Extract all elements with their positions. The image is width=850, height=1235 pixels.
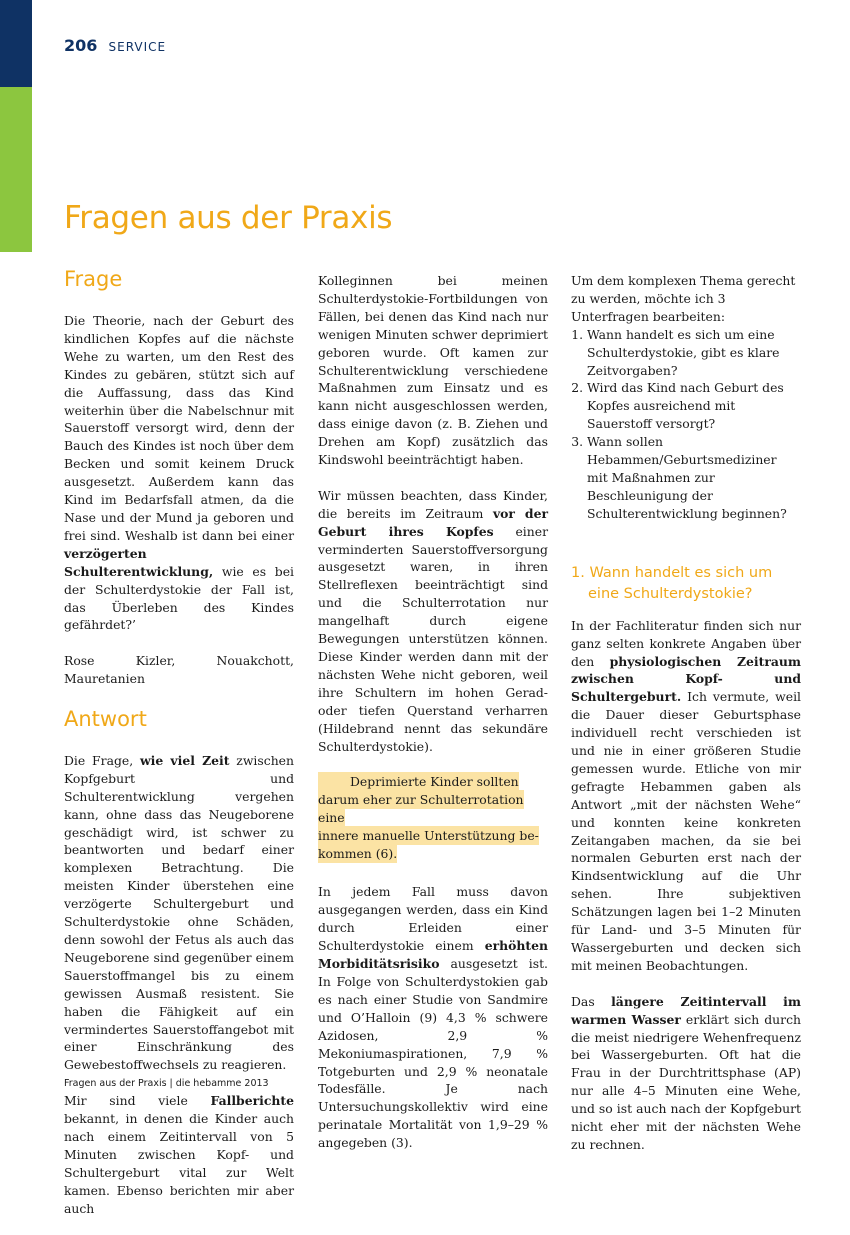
list-item: 2. Wird das Kind nach Geburt des Kopfes ausreichend mit Sauerstoff versorgt? (587, 379, 801, 433)
signature: Rose Kizler, Nouakchott, Mauretanien (64, 653, 294, 687)
pull-quote-line-3: innere manuelle Unterstützung be- (318, 828, 539, 844)
frage-text-c: wie es bei der Schulterdystokie der Fall ist, das Überleben des Kindes gefährdet?’ (64, 563, 294, 633)
antwort-p2-bold: Fallberichte (210, 1093, 294, 1109)
navy-accent-bar (0, 0, 32, 87)
page-number: 206 (64, 36, 98, 55)
col2-p3-bold: erhöhten Morbiditätsrisiko (318, 938, 548, 972)
antwort-p1-a: Die Frage, (64, 752, 140, 768)
frage-text-bold: verzögerten Schulterentwicklung, (64, 545, 214, 579)
list-item: 1. Wann handelt es sich um eine Schulterdystokie, gibt es klare Zeitvorgaben? (587, 326, 801, 380)
pull-quote-line-1: Deprimierte Kinder sollten (318, 772, 519, 791)
col2-p3-c: ausgesetzt ist. In Folge von Schulterdystokien gab es nach einer Studie von Sandmire und O’Halloin (9) 4,3 % schwere Azidosen, 2,9 % Mekoniumaspirationen, 7,9 % Totgeburten und 2,9 % neonatale Todesfälle. Je nach Untersuchungskollektiv wird eine perinatale Mortalität von 1,9–29 % angegeben (3). (318, 956, 548, 1151)
col3-p2-a: Das (571, 993, 612, 1009)
antwort-p2-c: bekannt, in denen die Kinder auch nach einem Zeitintervall von 5 Minuten zwischen Kopf- und Schultergeburt vital zur Welt kamen. Ebenso berichten mir aber auch (64, 1111, 294, 1216)
antwort-p1-bold: wie viel Zeit (139, 752, 230, 768)
col3-p1-a: In der Fachliteratur finden sich nur ganz selten konkrete Angaben über den (571, 617, 801, 669)
subsection-heading-line-1: 1. Wann handelt es sich um (571, 564, 773, 581)
pull-quote-line-2: darum eher zur Schulterrotation eine (318, 792, 524, 826)
page-header (64, 36, 166, 55)
column-3 (571, 272, 801, 1172)
antwort-heading: Antwort (64, 706, 147, 731)
page-title: Fragen aus der Praxis (64, 200, 393, 236)
col3-p1-c: Ich vermute, weil die Dauer dieser Geburtsphase individuell recht verschieden ist und nie in einer größeren Studie gemessen wurde. Etliche von mir gefragte Hebammen gaben als Antwort „mit der nächsten Wehe“ und konnten keine konkreten Zeitangaben machen, da sie bei normalen Geburten erst nach der Kindsentwicklung auf die Uhr sehen. Ihre subjektiven Schätzungen lagen bei 1–2 Minuten für Land- und 3–5 Minuten für Wassergeburten und decken sich mit meinen Beobachtungen. (571, 689, 801, 973)
antwort-p1-c: zwischen Kopfgeburt und Schulterentwicklung vergehen kann, ohne dass das Neugeborene geschädigt wird, ist schwer zu beantworten und bedarf einer komplexen Betrachtung. Die meisten Kinder überstehen eine verzögerte Schultergeburt und Schulterdystokie ohne Schäden, denn sowohl der Fetus als auch das Neugeborene sind gegenüber einem Sauerstoffmangel bis zu einem gewissen Ausmaß resistent. Sie haben die Fähigkeit auf ein vermindertes Sauerstoffangebot mit einer Einschränkung des Gewebestoffwechsels zu reagieren. (64, 752, 294, 1073)
col3-p2-c: erklärt sich durch die meist niedrigere Wehenfrequenz bei Wassergeburten. Oft hat die Frau in der Durchtrittsphase (AP) nur alle 4–5 Minuten eine Wehe, und so ist auch nach der Kopfgeburt nicht eher mit der nächsten Wehe zu rechnen. (571, 1011, 801, 1152)
col2-paragraph-3 (318, 883, 548, 1152)
frage-paragraph (64, 312, 294, 634)
col2-p3-a: In jedem Fall muss davon ausgegangen werden, dass ein Kind durch Erleiden einer Schulterdystokie einem (318, 884, 548, 954)
col3-paragraph-2 (571, 993, 801, 1154)
list-item: 3. Wann sollen Hebammen/Geburtsmediziner mit Maßnahmen zur Beschleunigung der Schulterentwicklung beginnen? (587, 433, 801, 523)
antwort-paragraph-2 (64, 1092, 294, 1217)
col3-p1-bold: physiologischen Zeitraum zwischen Kopf- und Schultergeburt. (571, 653, 801, 705)
column-2 (318, 272, 548, 1170)
col2-p2-a: Wir müssen beachten, dass Kinder, die bereits im Zeitraum (318, 487, 548, 521)
antwort-paragraph-1 (64, 752, 294, 1074)
pull-quote-line-4: kommen (6). (318, 846, 398, 862)
col2-p2-bold: vor der Geburt ihres Kopfes (318, 505, 548, 539)
frage-text-a: Die Theorie, nach der Geburt des kindlichen Kopfes auf die nächste Wehe zu warten, um den Rest des Kindes zu gebären, stützt sich auf die Auffassung, dass das Kind weiterhin über die Nabelschnur mit Sauerstoff versorgt wird, denn der Bauch des Kindes ist noch über dem Becken und somit keinem Druck ausgesetzt. Außerdem kann das Kind im Bedarfsfall atmen, da die Nase und der Mund ja geboren und frei sind. Weshalb ist dann bei einer (64, 313, 294, 543)
col2-p2-c: einer verminderten Sauerstoffversorgung ausgesetzt waren, in ihren Stellreflexen beeinträchtigt sind und die Schulterrotation nur mangelhaft durch eigene Bewegungen unterstützen können. Diese Kinder werden dann mit der nächsten Wehe nicht geboren, weil ihre Schultern im hohen Gerad- oder tiefen Querstand verharren (Hildebrand nennt das sekundäre Schulterdystokie). (318, 523, 548, 754)
page-footer: Fragen aus der Praxis | die hebamme 2013 (64, 1078, 269, 1089)
subsection-heading-line-2: eine Schulterdystokie? (588, 585, 753, 602)
question-list (571, 326, 801, 523)
col3-p2-bold: längere Zeitintervall im warmen Wasser (571, 993, 801, 1027)
col3-paragraph-1 (571, 617, 801, 975)
subsection-heading (571, 563, 801, 605)
section-label: SERVICE (108, 40, 167, 54)
pull-quote (318, 773, 548, 863)
col2-paragraph-2 (318, 487, 548, 756)
frage-heading: Frage (64, 267, 123, 291)
green-accent-bar (0, 87, 32, 252)
column-1 (64, 266, 294, 1235)
col2-paragraph-1: Kolleginnen bei meinen Schulterdystokie-Fortbildungen von Fällen, bei denen das Kind nach nur wenigen Minuten schwer deprimiert geboren wurde. Oft kamen zur Schulterentwicklung verschiedene Maßnahmen zum Einsatz und es kann nicht ausgeschlossen werden, dass einige davon (z. B. Ziehen und Drehen am Kopf) zusätzlich das Kindswohl beeinträchtigt haben. (318, 273, 549, 468)
col3-intro: Um dem komplexen Thema gerecht zu werden, möchte ich 3 Unterfragen bearbeiten: (571, 273, 796, 324)
antwort-p2-a: Mir sind viele (64, 1093, 211, 1109)
